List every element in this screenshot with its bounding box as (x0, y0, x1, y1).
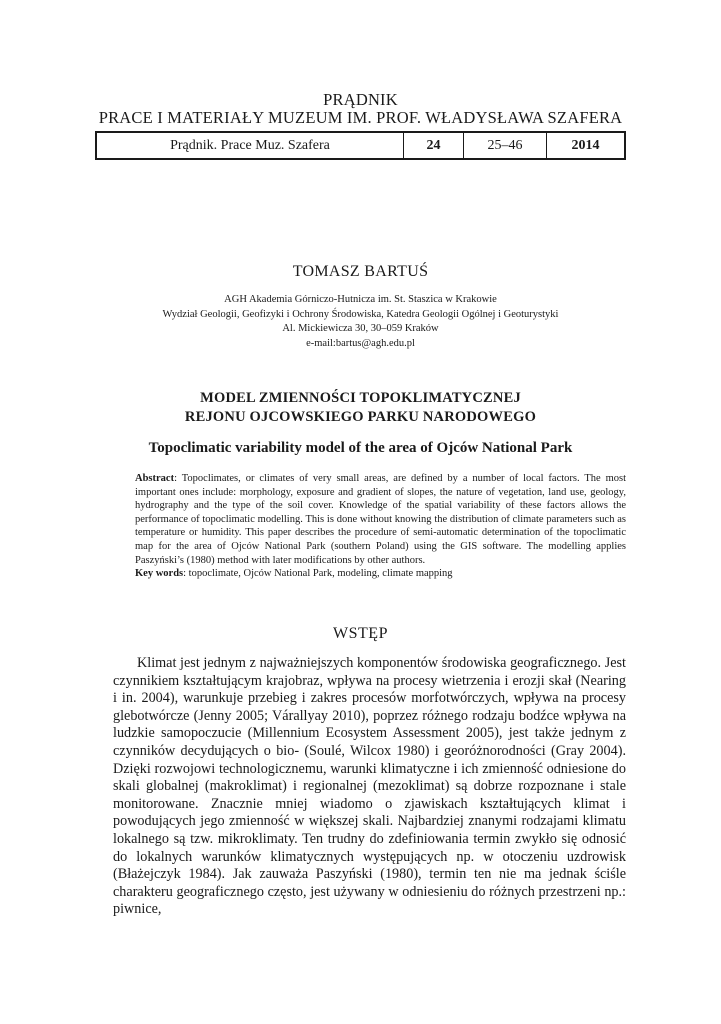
title-polish (0, 389, 721, 426)
section-heading: WSTĘP (333, 625, 388, 642)
keywords-label: Key words (135, 568, 184, 580)
citation-pages: 25–46 (464, 132, 547, 159)
citation-volume: 24 (404, 132, 464, 159)
title-polish-line1: MODEL ZMIENNOŚCI TOPOKLIMATYCZNEJ (200, 390, 521, 406)
abstract-paragraph (113, 472, 626, 567)
citation-table (95, 131, 626, 160)
keywords (113, 567, 626, 581)
affiliation-line: AGH Akademia Górniczo-Hutnicza im. St. Staszica w Krakowie (224, 294, 497, 305)
citation-year: 2014 (547, 132, 626, 159)
affiliation-line: Wydział Geologii, Geofizyki i Ochrony Środowiska, Katedra Geologii Ogólnej i Geoturystyki (162, 308, 559, 320)
author-name: TOMASZ BARTUŚ (292, 263, 429, 280)
keywords-text: : topoclimate, Ojców National Park, modeling, climate mapping (183, 568, 453, 580)
abstract-label: Abstract (135, 473, 175, 484)
body-paragraph: Klimat jest jednym z najważniejszych komponentów środowiska geograficznego. Jest czynnikiem kształtującym krajobraz, wpływa na procesy wietrzenia i erozji skał (Nearing i in. 2004), warunkuje przebieg i zakres procesów morfotwórczych, wpływa na procesy glebotwórcze (Jenny 2005; Várallyay 2010), poprzez różnego rodzaju bodźce wpływa na ludzkie samopoczucie (Millennium Ecosystem Assessment 2005), jest także jednym z czynników decydujących o bio- (Soulé, Wilcox 1980) i georóżnorodności (Gray 2004). Dzięki rozwojowi technologicznemu, warunki klimatyczne i ich zmienność odniesione do skali globalnej (makroklimat) i regionalnej (mezoklimat) są dobrze rozpoznane i stale monitorowane. Znacznie mniej wiadomo o zjawiskach kształtujących klimat i powodujących jego zmienność w większej skali. Najbardziej znanymi rodzajami klimatu lokalnego są tzw. mikroklimaty. Ten trudny do zdefiniowania termin zwykło się odnosić do lokalnych warunków klimatycznych występujących np. w otoczeniu uzdrowisk (Błażejczyk 1984). Jak zauważa Paszyński (1980), termin ten nie ma jednak ściśle charakteru geograficznego często, jest używany w odniesieniu do różnych przestrzeni np.: piwnice, (113, 655, 626, 918)
title-english: Topoclimatic variability model of the area of Ojców National Park (148, 440, 573, 456)
affiliation-line: Al. Mickiewicza 30, 30–059 Kraków (282, 323, 439, 334)
abstract-text: : Topoclimates, or climates of very small areas, are defined by a number of local factors. The most important ones include: morphology, exposure and gradient of slopes, the nature of vegetation, land use, geology, hydrography and the type of the soil cover. Knowledge of the spatial variability of these factors allows the performance of topoclimatic modelling. This is done without knowing the distribution of climate parameters such as temperature or humidity. This paper describes the procedure of semi-automatic determination of the topoclimatic map for the area of Ojców National Park (southern Poland) using the GIS software. The modelling applies Paszyński’s (1980) method with later modifications by other authors. (135, 473, 626, 566)
journal-name: PRĄDNIK (323, 90, 398, 109)
citation-abbrev: Prądnik. Prace Muz. Szafera (170, 138, 330, 153)
abstract (113, 472, 626, 581)
body-text (113, 655, 626, 919)
journal-subtitle: PRACE I MATERIAŁY MUZEUM IM. PROF. WŁADYSŁAWA SZAFERA (98, 108, 623, 127)
affiliation-email: e-mail:bartus@agh.edu.pl (306, 337, 415, 349)
title-polish-line2: REJONU OJCOWSKIEGO PARKU NARODOWEGO (184, 408, 537, 425)
author-affiliation (0, 293, 721, 351)
